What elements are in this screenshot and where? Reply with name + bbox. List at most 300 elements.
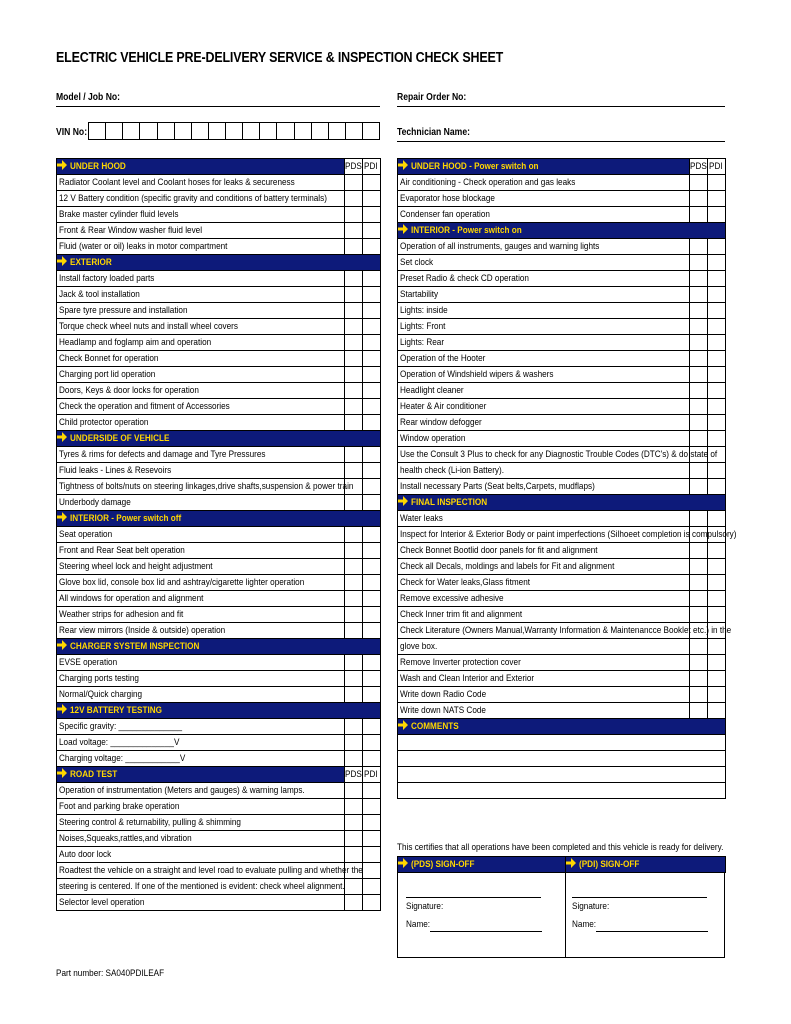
vin-character-box[interactable] xyxy=(363,123,379,139)
pdi-checkbox[interactable] xyxy=(363,575,381,591)
pdi-checkbox[interactable] xyxy=(708,431,726,447)
checklist-item-text: Install factory loaded parts xyxy=(59,273,155,284)
checklist-row xyxy=(57,335,381,351)
pdi-checkbox[interactable] xyxy=(363,591,381,607)
checklist-item-text: Heater & Air conditioner xyxy=(400,401,487,412)
comments-line[interactable] xyxy=(398,751,726,767)
checklist-row xyxy=(57,463,381,479)
pds-checkbox[interactable] xyxy=(345,719,363,735)
vin-character-box[interactable] xyxy=(89,123,106,139)
pds-checkbox[interactable] xyxy=(345,799,363,815)
pds-checkbox[interactable] xyxy=(345,543,363,559)
pds-checkbox[interactable] xyxy=(690,591,708,607)
pds-checkbox[interactable] xyxy=(690,431,708,447)
pds-checkbox[interactable] xyxy=(345,287,363,303)
pds-checkbox[interactable] xyxy=(345,399,363,415)
checklist-row xyxy=(57,607,381,623)
pdi-checkbox[interactable] xyxy=(363,607,381,623)
pdi-checkbox[interactable] xyxy=(363,879,381,895)
checklist-row xyxy=(398,271,726,287)
pdi-checkbox[interactable] xyxy=(708,239,726,255)
section-header xyxy=(57,255,381,271)
pdi-checkbox[interactable] xyxy=(708,655,726,671)
checklist-item-text: Charging voltage: ____________V xyxy=(59,753,186,764)
section-comments xyxy=(398,719,726,735)
checklist-item xyxy=(57,271,345,287)
checklist-item-text: Doors, Keys & door locks for operation xyxy=(59,385,199,396)
pdi-checkbox[interactable] xyxy=(363,799,381,815)
checklist-item-text: Load voltage: ______________V xyxy=(59,737,180,748)
checklist-row xyxy=(57,351,381,367)
checklist-row xyxy=(398,255,726,271)
pds-checkbox[interactable] xyxy=(345,831,363,847)
pds-checkbox[interactable] xyxy=(690,543,708,559)
pds-checkbox[interactable] xyxy=(690,687,708,703)
pds-checkbox[interactable] xyxy=(345,895,363,911)
checklist-item-text: Charging port lid operation xyxy=(59,369,156,380)
vin-character-box[interactable] xyxy=(295,123,312,139)
checklist-item xyxy=(398,607,690,623)
pdi-checkbox[interactable] xyxy=(363,383,381,399)
pds-checkbox[interactable] xyxy=(690,415,708,431)
checklist-item xyxy=(398,671,690,687)
vin-character-box[interactable] xyxy=(226,123,243,139)
checklist-item-text: EVSE operation xyxy=(59,657,118,668)
pdi-checkbox[interactable] xyxy=(708,207,726,223)
checklist-row xyxy=(57,447,381,463)
pds-checkbox[interactable] xyxy=(690,207,708,223)
arrow-right-icon xyxy=(398,858,408,868)
technician-field[interactable] xyxy=(397,141,725,142)
checklist-row xyxy=(398,287,726,303)
checklist-item-text: Rear view mirrors (Inside & outside) operation xyxy=(59,625,226,636)
pdi-checkbox[interactable] xyxy=(708,287,726,303)
pdi-checkbox[interactable] xyxy=(708,671,726,687)
checklist-item-text: Remove Inverter protection cover xyxy=(400,657,521,668)
checklist-row xyxy=(57,479,381,495)
checklist-item-text: Front & Rear Window washer fluid level xyxy=(59,225,203,236)
checklist-row xyxy=(57,719,381,735)
checklist-row xyxy=(398,351,726,367)
pdi-checkbox[interactable] xyxy=(708,319,726,335)
checklist-item xyxy=(398,623,732,639)
checklist-item xyxy=(57,415,345,431)
checklist-item xyxy=(57,207,345,223)
pds-checkbox[interactable] xyxy=(345,607,363,623)
pdi-checkbox[interactable] xyxy=(363,543,381,559)
pdi-checkbox[interactable] xyxy=(708,399,726,415)
pds-checkbox[interactable] xyxy=(690,511,708,527)
pds-checkbox[interactable] xyxy=(690,399,708,415)
checklist-item-text: Noises,Squeaks,rattles,and vibration xyxy=(59,833,192,844)
checklist-item xyxy=(57,655,345,671)
checklist-row xyxy=(57,655,381,671)
section-header xyxy=(57,159,345,175)
pdi-checkbox[interactable] xyxy=(363,527,381,543)
pdi-checkbox[interactable] xyxy=(363,655,381,671)
checklist-item xyxy=(398,367,690,383)
checklist-item-text: Check Inner trim fit and alignment xyxy=(400,609,523,620)
pdi-checkbox[interactable] xyxy=(708,591,726,607)
pdi-checkbox[interactable] xyxy=(363,735,381,751)
pds-checkbox[interactable] xyxy=(690,191,708,207)
pds-checkbox[interactable] xyxy=(690,367,708,383)
vin-character-box[interactable] xyxy=(243,123,260,139)
pds-checkbox[interactable] xyxy=(690,639,708,655)
checklist-row xyxy=(57,591,381,607)
checklist-item-text: Weather strips for adhesion and fit xyxy=(59,609,184,620)
comments-field[interactable] xyxy=(398,751,726,767)
pds-checkbox[interactable] xyxy=(690,559,708,575)
vin-character-box[interactable] xyxy=(106,123,123,139)
pdi-checkbox[interactable] xyxy=(708,703,726,719)
checklist-item-text: Tightness of bolts/nuts on steering linkages,drive shafts,suspension & power train xyxy=(59,481,354,492)
checklist-item xyxy=(57,863,363,879)
checklist-item xyxy=(57,495,345,511)
pdi-checkbox[interactable] xyxy=(708,511,726,527)
pds-checkbox[interactable] xyxy=(345,223,363,239)
pdi-checkbox[interactable] xyxy=(708,543,726,559)
checklist-item xyxy=(57,575,345,591)
pdi-checkbox[interactable] xyxy=(363,335,381,351)
pdi-checkbox[interactable] xyxy=(708,351,726,367)
pds-checkbox[interactable] xyxy=(345,319,363,335)
checklist-row xyxy=(398,639,726,655)
checklist-item-text: Write down NATS Code xyxy=(400,705,486,716)
vin-character-box[interactable] xyxy=(312,123,329,139)
pdi-checkbox[interactable] xyxy=(363,495,381,511)
vin-character-box[interactable] xyxy=(277,123,294,139)
pdi-checkbox[interactable] xyxy=(708,303,726,319)
pds-checkbox[interactable] xyxy=(345,463,363,479)
pdi-checkbox[interactable] xyxy=(363,895,381,911)
checklist-row xyxy=(57,847,381,863)
pds-checkbox[interactable] xyxy=(345,527,363,543)
checklist-item-text: Water leaks xyxy=(400,513,443,524)
comments-line[interactable] xyxy=(398,767,726,783)
checklist-item xyxy=(398,559,690,575)
pds-checkbox[interactable] xyxy=(345,383,363,399)
checklist-row xyxy=(57,175,381,191)
section-label: COMMENTS xyxy=(411,721,459,732)
pdi-checkbox[interactable] xyxy=(363,671,381,687)
pdi-checkbox[interactable] xyxy=(363,415,381,431)
checklist-row xyxy=(57,623,381,639)
checklist-item xyxy=(398,463,690,479)
pds-checkbox[interactable] xyxy=(345,815,363,831)
arrow-right-icon xyxy=(398,160,408,170)
checklist-item-text: steering is centered. If one of the mentioned is evident: check wheel alignment. xyxy=(59,881,345,892)
checklist-row xyxy=(57,415,381,431)
pds-checkbox[interactable] xyxy=(690,255,708,271)
pdi-checkbox[interactable] xyxy=(363,479,381,495)
pds-checkbox[interactable] xyxy=(345,655,363,671)
comments-line[interactable] xyxy=(398,735,726,751)
section-label: UNDERSIDE OF VEHICLE xyxy=(70,433,170,444)
checklist-item xyxy=(398,351,690,367)
pds-checkbox[interactable] xyxy=(345,447,363,463)
checklist-item-text: Check all Decals, moldings and labels for Fit and alignment xyxy=(400,561,615,572)
comments-field[interactable] xyxy=(398,783,726,799)
vin-character-box[interactable] xyxy=(192,123,209,139)
pds-signature-top-line xyxy=(406,897,541,898)
pds-checkbox[interactable] xyxy=(690,463,708,479)
pds-checkbox[interactable] xyxy=(345,847,363,863)
checklist-row xyxy=(398,479,726,495)
pds-checkbox[interactable] xyxy=(690,703,708,719)
pdi-checkbox[interactable] xyxy=(708,335,726,351)
pdi-checkbox[interactable] xyxy=(363,463,381,479)
pds-checkbox[interactable] xyxy=(690,287,708,303)
pdi-checkbox[interactable] xyxy=(708,559,726,575)
pdi-checkbox[interactable] xyxy=(363,399,381,415)
section-header xyxy=(398,223,726,239)
vin-character-box[interactable] xyxy=(346,123,363,139)
checklist-row xyxy=(398,303,726,319)
pdi-checkbox[interactable] xyxy=(363,847,381,863)
pdi-checkbox[interactable] xyxy=(708,255,726,271)
checklist-item xyxy=(398,639,690,655)
section-header xyxy=(57,703,381,719)
checklist-item-text: Headlight cleaner xyxy=(400,385,464,396)
checklist-item-text: Glove box lid, console box lid and ashtray/cigarette lighter operation xyxy=(59,577,305,588)
pds-checkbox[interactable] xyxy=(690,271,708,287)
checklist-row xyxy=(398,687,726,703)
pds-checkbox[interactable] xyxy=(345,207,363,223)
pdi-checkbox[interactable] xyxy=(363,831,381,847)
vin-character-box[interactable] xyxy=(158,123,175,139)
pdi-checkbox[interactable] xyxy=(708,367,726,383)
checklist-row xyxy=(398,703,726,719)
pdi-checkbox[interactable] xyxy=(363,559,381,575)
checklist-item-text: Fluid (water or oil) leaks in motor compartment xyxy=(59,241,228,252)
pdi-checkbox[interactable] xyxy=(363,687,381,703)
checklist-item-text: Rear window defogger xyxy=(400,417,482,428)
pdi-checkbox[interactable] xyxy=(708,687,726,703)
checklist-item xyxy=(398,191,690,207)
pdi-checkbox[interactable] xyxy=(708,463,726,479)
repair-order-field[interactable] xyxy=(397,106,725,107)
checklist-row xyxy=(57,271,381,287)
pds-checkbox[interactable] xyxy=(690,319,708,335)
checklist-item-text: Operation of instrumentation (Meters and gauges) & warning lamps. xyxy=(59,785,305,796)
pdi-checkbox[interactable] xyxy=(363,175,381,191)
checklist-item xyxy=(398,303,690,319)
pdi-checkbox[interactable] xyxy=(708,479,726,495)
section-header xyxy=(57,431,381,447)
section-label: ROAD TEST xyxy=(70,769,118,780)
arrow-right-icon xyxy=(57,256,67,266)
checklist-row xyxy=(57,783,381,799)
pdi-checkbox[interactable] xyxy=(363,223,381,239)
pdi-checkbox[interactable] xyxy=(708,415,726,431)
pds-checkbox[interactable] xyxy=(345,783,363,799)
pds-checkbox[interactable] xyxy=(345,671,363,687)
pds-checkbox[interactable] xyxy=(690,671,708,687)
checklist-item-text: Charging ports testing xyxy=(59,673,139,684)
checklist-item xyxy=(398,527,737,543)
vin-character-box[interactable] xyxy=(123,123,140,139)
pdi-checkbox[interactable] xyxy=(363,783,381,799)
pdi-checkbox[interactable] xyxy=(363,447,381,463)
section-underside-of-vehicle xyxy=(57,431,381,447)
arrow-right-icon xyxy=(57,160,67,170)
pdi-checkbox[interactable] xyxy=(363,207,381,223)
checklist-item xyxy=(398,175,690,191)
pdi-checkbox[interactable] xyxy=(708,639,726,655)
checklist-row xyxy=(57,543,381,559)
checklist-row xyxy=(57,559,381,575)
checklist-item xyxy=(57,831,345,847)
vin-character-box[interactable] xyxy=(175,123,192,139)
checklist-row xyxy=(398,543,726,559)
pdi-checkbox[interactable] xyxy=(363,367,381,383)
pdi-name-field[interactable] xyxy=(596,931,708,932)
checklist-item-text: Install necessary Parts (Seat belts,Carpets, mudflaps) xyxy=(400,481,595,492)
pds-checkbox[interactable] xyxy=(345,687,363,703)
pds-checkbox[interactable] xyxy=(345,335,363,351)
checklist-item xyxy=(398,575,690,591)
pdi-checkbox[interactable] xyxy=(708,175,726,191)
pds-checkbox[interactable] xyxy=(345,591,363,607)
pds-checkbox[interactable] xyxy=(345,623,363,639)
pds-checkbox[interactable] xyxy=(345,367,363,383)
checklist-item-text: Foot and parking brake operation xyxy=(59,801,180,812)
pds-checkbox[interactable] xyxy=(345,191,363,207)
pdi-checkbox[interactable] xyxy=(363,623,381,639)
checklist-item xyxy=(57,335,345,351)
vin-character-box[interactable] xyxy=(260,123,277,139)
pdi-checkbox[interactable] xyxy=(708,271,726,287)
pdi-checkbox[interactable] xyxy=(363,319,381,335)
vin-character-box[interactable] xyxy=(140,123,157,139)
section-header xyxy=(398,719,726,735)
comments-field[interactable] xyxy=(398,767,726,783)
checklist-row xyxy=(57,575,381,591)
checklist-item-text: Fluid leaks - Lines & Resevoirs xyxy=(59,465,172,476)
pds-checkbox[interactable] xyxy=(690,383,708,399)
section-interior-power-switch-on xyxy=(398,223,726,239)
pdi-checkbox[interactable] xyxy=(363,815,381,831)
checklist-item-text: Check Literature (Owners Manual,Warranty Information & Maintenancce Booklet etc.) in the xyxy=(400,625,732,636)
checklist-row xyxy=(57,287,381,303)
checklist-row xyxy=(57,319,381,335)
pds-checkbox[interactable] xyxy=(345,351,363,367)
pds-checkbox[interactable] xyxy=(345,495,363,511)
comments-line[interactable] xyxy=(398,783,726,799)
vin-boxes[interactable] xyxy=(88,122,380,140)
pds-name-field[interactable] xyxy=(430,931,542,932)
checklist-item xyxy=(398,335,690,351)
pds-checkbox[interactable] xyxy=(345,879,363,895)
checklist-row xyxy=(57,223,381,239)
pds-checkbox[interactable] xyxy=(345,575,363,591)
vin-character-box[interactable] xyxy=(329,123,346,139)
checklist-item-text: Air conditioning - Check operation and gas leaks xyxy=(400,177,576,188)
pdi-name-label: Name: xyxy=(572,919,597,930)
checklist-row xyxy=(398,383,726,399)
pds-checkbox[interactable] xyxy=(690,351,708,367)
pdi-checkbox[interactable] xyxy=(708,575,726,591)
pds-checkbox[interactable] xyxy=(690,575,708,591)
pdi-checkbox[interactable] xyxy=(363,287,381,303)
vin-character-box[interactable] xyxy=(209,123,226,139)
pds-checkbox[interactable] xyxy=(690,335,708,351)
checklist-item xyxy=(57,687,345,703)
checklist-item xyxy=(57,383,345,399)
pdi-checkbox[interactable] xyxy=(363,271,381,287)
pdi-checkbox[interactable] xyxy=(363,351,381,367)
pdi-checkbox[interactable] xyxy=(708,607,726,623)
signoff-header xyxy=(397,856,726,873)
checklist-item-text: health check (Li-ion Battery). xyxy=(400,465,504,476)
pds-checkbox[interactable] xyxy=(345,239,363,255)
checklist-row xyxy=(398,447,726,463)
checklist-row xyxy=(398,575,726,591)
checklist-item xyxy=(398,543,690,559)
checklist-row xyxy=(57,895,381,911)
model-job-field[interactable] xyxy=(56,106,380,107)
pds-signoff-header: (PDS) SIGN-OFF xyxy=(398,857,566,873)
section-label: FINAL INSPECTION xyxy=(411,497,488,508)
pdi-checkbox[interactable] xyxy=(363,239,381,255)
pdi-checkbox[interactable] xyxy=(363,719,381,735)
section-under-hood xyxy=(57,159,381,175)
checklist-item-text: Operation of the Hooter xyxy=(400,353,486,364)
comments-field[interactable] xyxy=(398,735,726,751)
pdi-column-header: PDI xyxy=(363,769,378,780)
part-number: Part number: SA040PDILEAF xyxy=(56,968,165,979)
checklist-item-text: Child protector operation xyxy=(59,417,149,428)
pdi-signoff-box xyxy=(565,872,725,958)
checklist-item-text: Check the operation and fitment of Accessories xyxy=(59,401,230,412)
pds-checkbox[interactable] xyxy=(345,559,363,575)
checklist-row xyxy=(57,527,381,543)
checklist-item xyxy=(57,879,345,895)
pds-checkbox[interactable] xyxy=(690,175,708,191)
checklist-row xyxy=(398,607,726,623)
pds-checkbox[interactable] xyxy=(345,735,363,751)
pds-checkbox[interactable] xyxy=(345,303,363,319)
arrow-right-icon xyxy=(57,432,67,442)
pds-checkbox[interactable] xyxy=(690,479,708,495)
pds-checkbox[interactable] xyxy=(345,415,363,431)
checklist-row xyxy=(57,399,381,415)
pds-checkbox[interactable] xyxy=(690,239,708,255)
pds-checkbox[interactable] xyxy=(345,751,363,767)
pdi-checkbox[interactable] xyxy=(363,751,381,767)
pdi-checkbox[interactable] xyxy=(363,303,381,319)
pds-checkbox[interactable] xyxy=(690,655,708,671)
checklist-item-text: All windows for operation and alignment xyxy=(59,593,204,604)
section-charger-system-inspection xyxy=(57,639,381,655)
pdi-checkbox[interactable] xyxy=(363,863,381,879)
checklist-item-text: Brake master cylinder fluid levels xyxy=(59,209,179,220)
pds-checkbox[interactable] xyxy=(690,303,708,319)
checklist-item xyxy=(398,415,690,431)
pdi-checkbox[interactable] xyxy=(708,191,726,207)
pdi-checkbox[interactable] xyxy=(363,191,381,207)
pdi-checkbox[interactable] xyxy=(708,383,726,399)
pds-name-label: Name: xyxy=(406,919,431,930)
pds-column-header: PDS xyxy=(690,161,707,172)
checklist-row xyxy=(398,559,726,575)
pds-checkbox[interactable] xyxy=(345,175,363,191)
pds-checkbox[interactable] xyxy=(345,271,363,287)
pds-checkbox[interactable] xyxy=(690,607,708,623)
checklist-row xyxy=(57,495,381,511)
section-label: CHARGER SYSTEM INSPECTION xyxy=(70,641,200,652)
